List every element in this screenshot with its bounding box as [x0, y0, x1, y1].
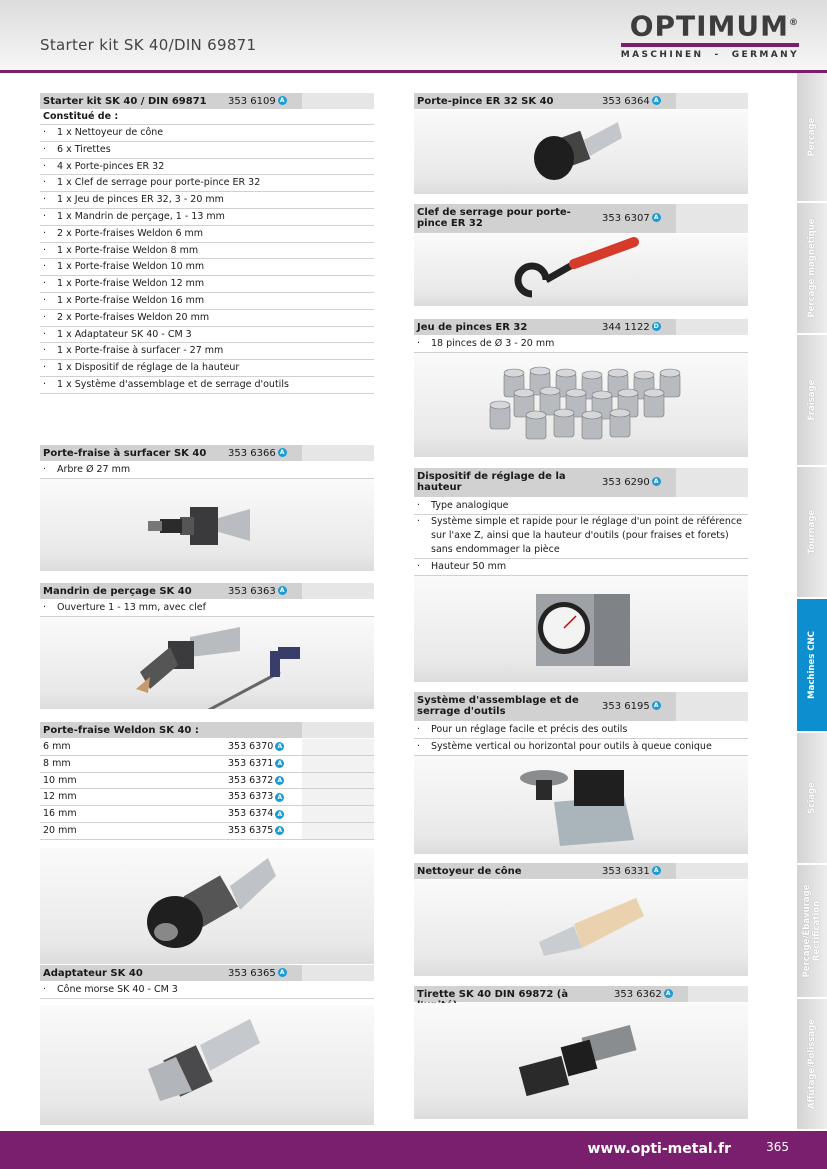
product-name: Porte-fraise Weldon SK 40 : [43, 725, 199, 736]
page-number: 365 [766, 1140, 789, 1154]
list-item: · 1 x Jeu de pinces ER 32, 3 - 20 mm [40, 192, 374, 209]
product-ref: 353 6290 [602, 477, 650, 488]
mandrin-header [40, 583, 374, 600]
product-name: Nettoyeur de cône [417, 866, 522, 877]
table-row [40, 739, 374, 756]
product-name: Dispositif de réglage de la hauteur [417, 471, 566, 493]
badge-icon: D [652, 322, 661, 331]
mandrin-block [40, 583, 374, 709]
product-ref: 353 6373 [228, 791, 274, 803]
product-name: Adaptateur SK 40 [43, 968, 143, 979]
product-ref: 353 6374 [228, 808, 274, 820]
badge-icon: A [652, 213, 661, 222]
list-item: · 1 x Mandrin de perçage, 1 - 13 mm [40, 209, 374, 226]
list-item: · Pour un réglage facile et précis des outils [414, 722, 748, 739]
list-item: · 1 x Adaptateur SK 40 - CM 3 [40, 327, 374, 344]
starter-kit-header [40, 93, 374, 110]
surfacer-image [40, 479, 374, 571]
page-title: Starter kit SK 40/DIN 69871 [40, 36, 257, 54]
adapter-header [40, 965, 374, 982]
product-ref: 353 6109 [228, 96, 276, 107]
tab-percage-magnetique[interactable]: Perçage magnétique [797, 203, 827, 335]
header-divider [0, 70, 827, 73]
list-item: · 1 x Porte-fraise Weldon 16 mm [40, 293, 374, 310]
product-name: Tirette SK 40 DIN 69872 (à [417, 989, 569, 1000]
tab-affutage-polissage[interactable]: Affûtage/Polissage [797, 999, 827, 1131]
list-item: · 1 x Porte-fraise à surfacer - 27 mm [40, 343, 374, 360]
clef-header [414, 204, 748, 234]
list-item: · Hauteur 50 mm [414, 559, 748, 576]
list-item: · Système simple et rapide pour le réglage d'un point de référence sur l'axe Z, ainsi que la hauteur d'outils (pour fraises et forets) sans endommager la pièce [414, 515, 748, 559]
list-item: · 2 x Porte-fraises Weldon 6 mm [40, 226, 374, 243]
weldon-size: 12 mm [43, 791, 77, 803]
weldon-size: 6 mm [43, 741, 71, 752]
product-name: Système d'assemblage et de serrage d'outils [417, 695, 579, 717]
weldon-size: 10 mm [43, 774, 77, 786]
badge-icon: A [275, 776, 284, 785]
nettoyeur-block [414, 863, 748, 976]
badge-icon: A [664, 989, 673, 998]
er32-holder-image [414, 110, 748, 194]
table-row [40, 773, 374, 790]
pinces-image [414, 353, 748, 457]
brand-logo [621, 8, 799, 60]
footer-url[interactable]: www.opti-metal.fr [587, 1141, 731, 1157]
list-item: · 1 x Porte-fraise Weldon 8 mm [40, 243, 374, 260]
product-name: Jeu de pinces ER 32 [417, 322, 528, 333]
mandrin-image [40, 617, 374, 709]
list-item: · Cône morse SK 40 - CM 3 [40, 982, 374, 999]
surfacer-block [40, 445, 374, 571]
product-ref: 353 6366 [228, 448, 276, 459]
nettoyeur-header [414, 863, 748, 880]
pinces-header [414, 319, 748, 336]
table-row [40, 823, 374, 840]
er32-holder-block [414, 93, 748, 194]
product-name: Porte-pince ER 32 SK 40 [417, 96, 554, 107]
badge-icon: A [278, 96, 287, 105]
weldon-image [40, 848, 374, 964]
tirette-header [414, 986, 748, 1003]
nettoyeur-image [414, 880, 748, 976]
list-item: · 18 pinces de Ø 3 - 20 mm [414, 336, 748, 353]
badge-icon: A [275, 826, 284, 835]
weldon-block [40, 722, 374, 964]
tab-fraisage[interactable]: Fraisage [797, 335, 827, 467]
product-name: Clef de serrage pour porte-pince ER 32 [417, 207, 571, 229]
product-ref: 353 6331 [602, 866, 650, 877]
badge-icon: A [652, 866, 661, 875]
product-ref: 353 6372 [228, 774, 274, 786]
weldon-size: 8 mm [43, 757, 71, 769]
badge-icon: A [275, 742, 284, 751]
product-ref: 353 6362 [614, 989, 662, 1000]
tab-tournage[interactable]: Tournage [797, 467, 827, 599]
pinces-block [414, 319, 748, 457]
product-name: Porte-fraise à surfacer SK 40 [43, 448, 207, 459]
weldon-size: 20 mm [43, 824, 77, 836]
tab-machines-cnc[interactable]: Machines CNC [797, 599, 827, 733]
starter-kit-block [40, 93, 374, 394]
page-header [0, 0, 827, 72]
adapter-image [40, 1005, 374, 1125]
list-item: · 2 x Porte-fraises Weldon 20 mm [40, 310, 374, 327]
product-ref: 353 6307 [602, 213, 650, 224]
assemblage-image [414, 756, 748, 854]
list-item: · 6 x Tirettes [40, 142, 374, 159]
table-row [40, 756, 374, 773]
product-name: Mandrin de perçage SK 40 [43, 586, 192, 597]
tirette-image [414, 1003, 748, 1119]
product-ref: 353 6365 [228, 968, 276, 979]
badge-icon: A [652, 701, 661, 710]
starter-kit-subtitle: Constitué de : [40, 110, 374, 125]
tab-percage[interactable]: Perçage [797, 73, 827, 203]
list-item: · Système vertical ou horizontal pour outils à queue conique [414, 739, 748, 756]
tab-sciage[interactable]: Sciage [797, 733, 827, 865]
tirette-block [414, 986, 748, 1119]
product-ref: 353 6364 [602, 96, 650, 107]
brand-name: OPTIMUM [629, 9, 789, 43]
brand-mark: ® [789, 18, 799, 28]
brand-subtitle: MASCHINEN - GERMANY [620, 50, 799, 61]
product-ref: 353 6375 [228, 824, 274, 836]
hauteur-header [414, 468, 748, 498]
list-item: · Arbre Ø 27 mm [40, 462, 374, 479]
tab-percage-ebavurage-rectification[interactable]: Perçage/Ébavurage Rectification [797, 865, 827, 999]
product-ref: 353 6370 [228, 741, 274, 752]
badge-icon: A [275, 793, 284, 802]
clef-block [414, 204, 748, 306]
badge-icon: A [278, 968, 287, 977]
product-ref: 353 6371 [228, 757, 274, 769]
category-sidebar [797, 73, 827, 1131]
list-item: · 1 x Nettoyeur de cône [40, 125, 374, 142]
table-row [40, 806, 374, 823]
product-ref: 353 6363 [228, 586, 276, 597]
product-ref: 353 6195 [602, 701, 650, 712]
surfacer-header [40, 445, 374, 462]
hauteur-image [414, 576, 748, 682]
hauteur-block [414, 468, 748, 682]
list-item: · 4 x Porte-pinces ER 32 [40, 159, 374, 176]
product-ref: 344 1122 [602, 322, 650, 333]
badge-icon: A [652, 477, 661, 486]
list-item: · 1 x Dispositif de réglage de la hauteur [40, 360, 374, 377]
list-item: · Type analogique [414, 498, 748, 515]
list-item: · 1 x Porte-fraise Weldon 10 mm [40, 259, 374, 276]
badge-icon: A [278, 448, 287, 457]
table-row [40, 789, 374, 806]
er32-holder-header [414, 93, 748, 110]
list-item: · 1 x Clef de serrage pour porte-pince ER 32 [40, 175, 374, 192]
badge-icon: A [652, 96, 661, 105]
list-item: · 1 x Système d'assemblage et de serrage d'outils [40, 377, 374, 394]
weldon-header [40, 722, 374, 739]
badge-icon: A [278, 586, 287, 595]
product-name: Starter kit SK 40 / DIN 69871 [43, 96, 207, 107]
list-item: · 1 x Porte-fraise Weldon 12 mm [40, 276, 374, 293]
weldon-size: 16 mm [43, 808, 77, 820]
assemblage-block [414, 692, 748, 854]
clef-image [414, 234, 748, 306]
badge-icon: A [275, 759, 284, 768]
adapter-block [40, 965, 374, 1125]
page-footer [0, 1131, 827, 1169]
list-item: · Ouverture 1 - 13 mm, avec clef [40, 600, 374, 617]
badge-icon: A [275, 810, 284, 819]
assemblage-header [414, 692, 748, 722]
